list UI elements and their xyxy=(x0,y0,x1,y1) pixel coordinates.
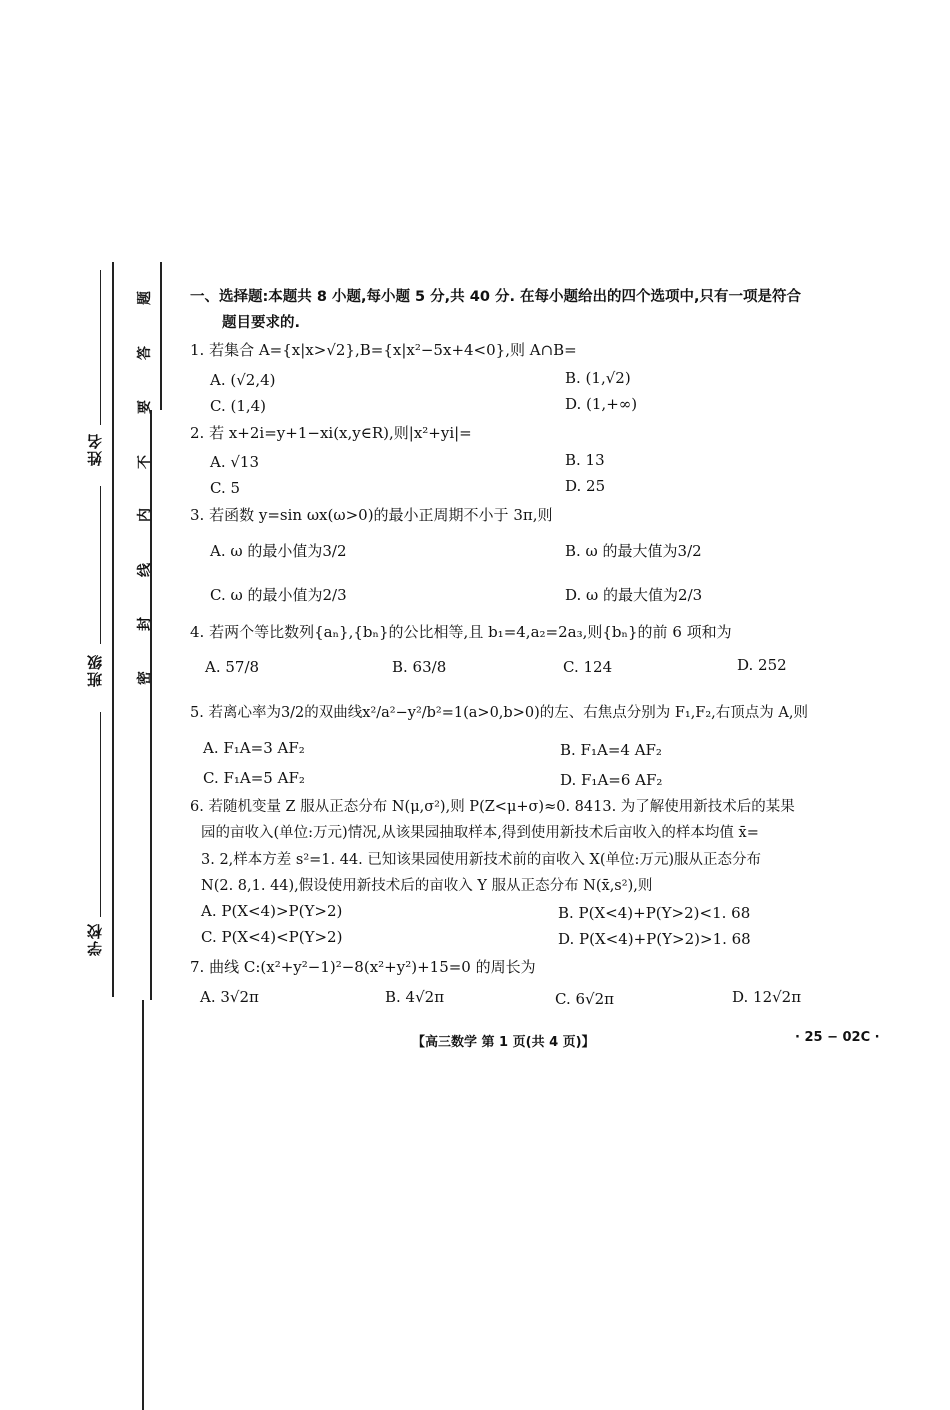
seal-char: 封 xyxy=(137,617,153,631)
exam-code: · 25 − 02C · xyxy=(795,1030,880,1045)
option-c: C. 124 xyxy=(563,658,613,676)
question-stem: 2. 若 x+2i=y+1−xi(x,y∈R),则|x²+yi|= xyxy=(190,424,472,442)
seal-char: 要 xyxy=(137,400,153,414)
name-blank xyxy=(100,270,101,425)
option-c: C. 5 xyxy=(210,479,241,497)
option-a: A. √13 xyxy=(210,453,260,471)
question-stem: 7. 曲线 C:(x²+y²−1)²−8(x²+y²)+15=0 的周长为 xyxy=(190,958,536,976)
option-a: A. F₁A=3 AF₂ xyxy=(203,739,305,757)
seal-char: 题 xyxy=(137,291,153,305)
name-label: 姓名 xyxy=(86,432,104,466)
option-c: C. F₁A=5 AF₂ xyxy=(203,769,305,787)
option-a: A. P(X<4)>P(Y>2) xyxy=(201,902,343,920)
question-stem-cont: N(2. 8,1. 44),假设使用新技术后的亩收入 Y 服从正态分布 N(x̄,s²),则 xyxy=(201,878,653,894)
option-d: D. F₁A=6 AF₂ xyxy=(560,771,663,789)
option-c: C. P(X<4)<P(Y>2) xyxy=(201,928,343,946)
binding-line-inner-2 xyxy=(150,410,152,1000)
seal-char: 密 xyxy=(137,671,153,685)
question-stem-cont: 3. 2,样本方差 s²=1. 44. 已知该果园使用新技术前的亩收入 X(单位:万元)服从正态分布 xyxy=(201,852,762,868)
school-label: 学校 xyxy=(86,922,104,956)
option-b: B. 4√2π xyxy=(385,988,445,1006)
seal-char: 内 xyxy=(137,508,153,522)
question-stem-cont: 园的亩收入(单位:万元)情况,从该果园抽取样本,得到使用新技术后亩收入的样本均值 x̄= xyxy=(201,825,759,841)
option-c: C. ω 的最小值为2/3 xyxy=(210,586,347,604)
class-label: 班级 xyxy=(86,653,104,687)
option-c: C. 6√2π xyxy=(555,990,614,1008)
seal-char: 不 xyxy=(137,455,153,469)
option-b: B. F₁A=4 AF₂ xyxy=(560,741,662,759)
section-title-cont: 题目要求的. xyxy=(222,315,301,331)
question-stem: 6. 若随机变量 Z 服从正态分布 N(μ,σ²),则 P(Z<μ+σ)≈0. 8413. 为了解使用新技术后的某果 xyxy=(190,799,795,815)
option-d: D. 12√2π xyxy=(732,988,802,1006)
class-blank xyxy=(100,486,101,644)
option-a: A. 57/8 xyxy=(205,658,260,676)
question-stem: 4. 若两个等比数列{aₙ},{bₙ}的公比相等,且 b₁=4,a₂=2a₃,则{bₙ}的前 6 项和为 xyxy=(190,623,732,641)
seal-char: 答 xyxy=(137,346,153,360)
option-b: B. (1,√2) xyxy=(565,369,631,387)
option-d: D. P(X<4)+P(Y>2)>1. 68 xyxy=(558,930,751,948)
option-a: A. 3√2π xyxy=(200,988,259,1006)
option-a: A. (√2,4) xyxy=(210,371,276,389)
seal-char: 线 xyxy=(137,563,153,577)
question-stem: 5. 若离心率为3/2的双曲线x²/a²−y²/b²=1(a>0,b>0)的左、右焦点分别为 F₁,F₂,右顶点为 A,则 xyxy=(190,705,808,721)
option-b: B. P(X<4)+P(Y>2)<1. 68 xyxy=(558,904,751,922)
option-d: D. 252 xyxy=(737,656,787,674)
option-a: A. ω 的最小值为3/2 xyxy=(210,542,347,560)
option-d: D. (1,+∞) xyxy=(565,395,638,413)
school-blank xyxy=(100,712,101,917)
binding-line-outer xyxy=(112,262,114,997)
section-title: 一、选择题:本题共 8 小题,每小题 5 分,共 40 分. 在每小题给出的四个选项中,只有一项是符合 xyxy=(190,289,802,305)
question-stem: 3. 若函数 y=sin ωx(ω>0)的最小正周期不小于 3π,则 xyxy=(190,506,553,524)
binding-line-inner xyxy=(160,262,162,410)
option-c: C. (1,4) xyxy=(210,397,267,415)
option-d: D. 25 xyxy=(565,477,606,495)
option-b: B. 13 xyxy=(565,451,605,469)
option-b: B. 63/8 xyxy=(392,658,447,676)
question-stem: 1. 若集合 A={x|x>√2},B={x|x²−5x+4<0},则 A∩B= xyxy=(190,341,577,359)
page-footer: 【高三数学 第 1 页(共 4 页)】 xyxy=(412,1035,595,1050)
option-d: D. ω 的最大值为2/3 xyxy=(565,586,703,604)
binding-line-inner-3 xyxy=(142,1000,144,1410)
option-b: B. ω 的最大值为3/2 xyxy=(565,542,702,560)
